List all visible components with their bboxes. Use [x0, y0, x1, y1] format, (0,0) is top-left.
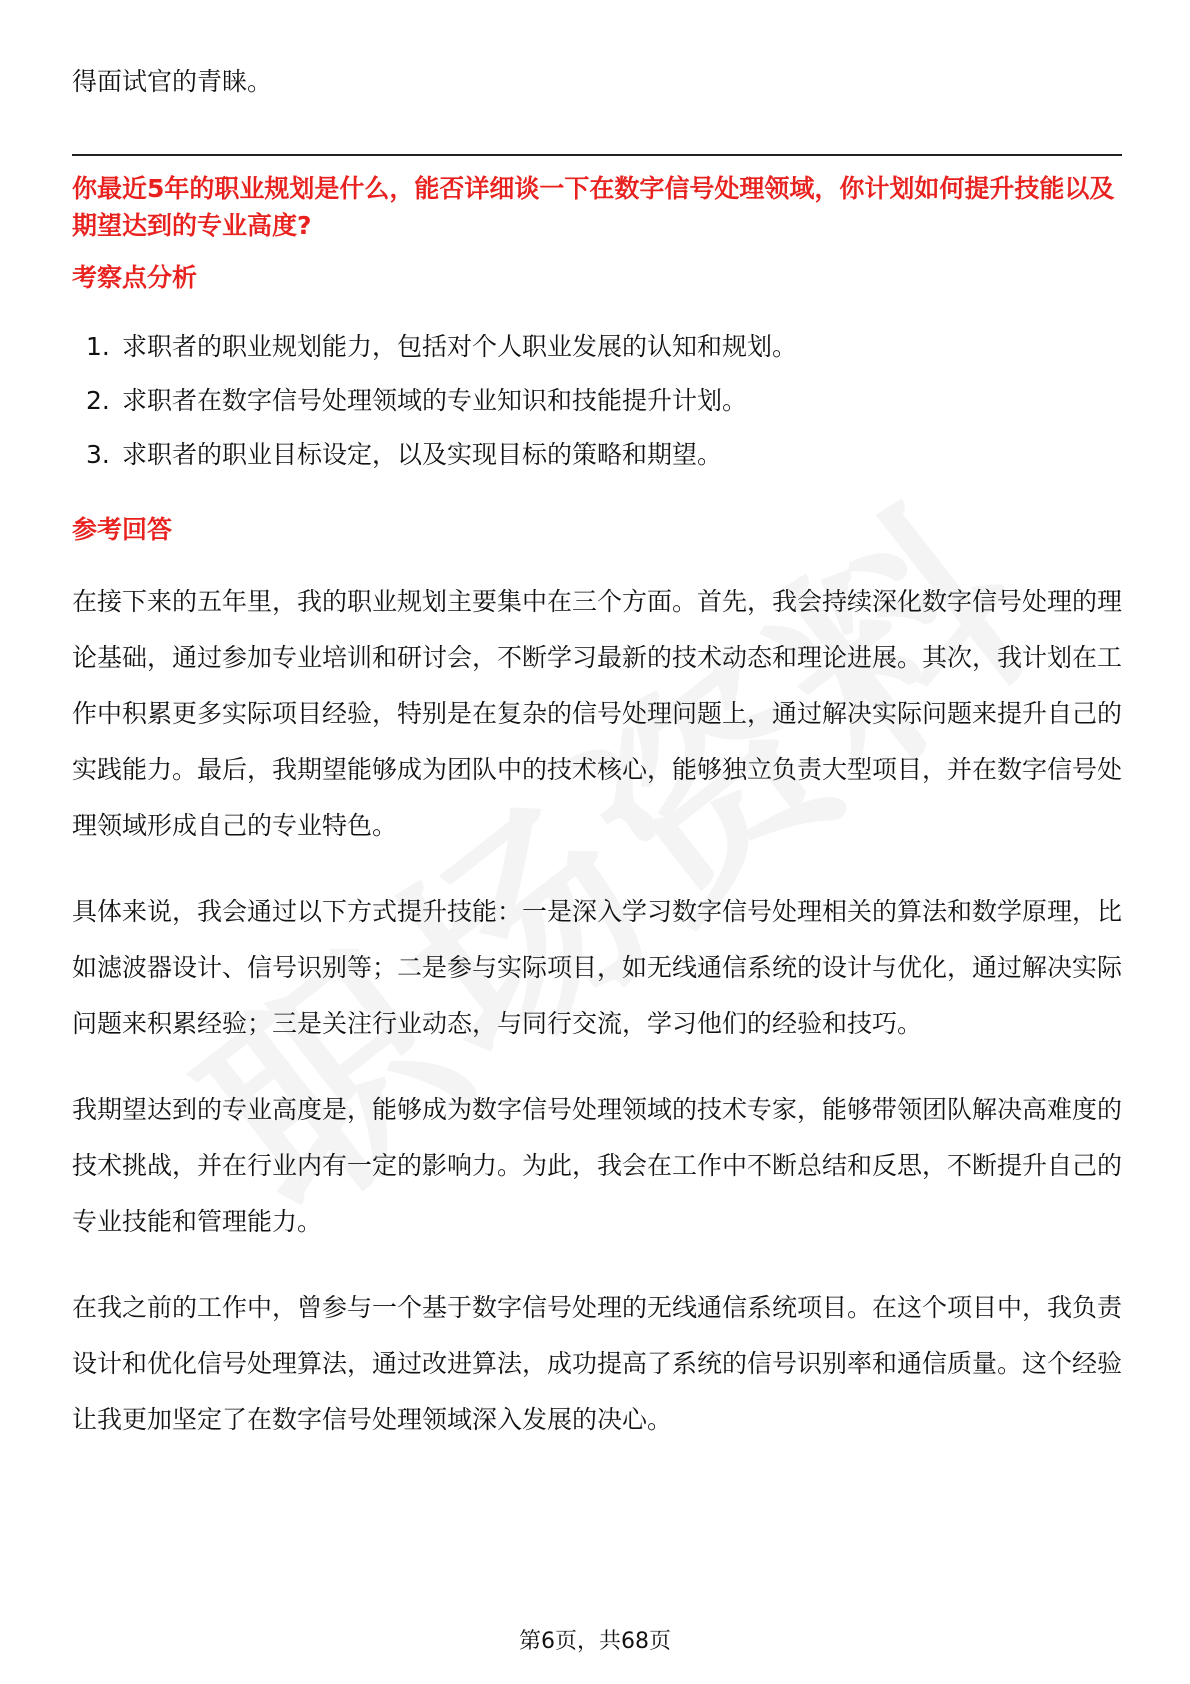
section-divider: [72, 154, 1122, 156]
answer-paragraph: 具体来说，我会通过以下方式提升技能：一是深入学习数字信号处理相关的算法和数学原理，比如滤波器设计、信号识别等；二是参与实际项目，如无线通信系统的设计与优化，通过解决实际问题来积累经验；三是关注行业动态，与同行交流，学习他们的经验和技巧。: [72, 897, 1123, 1038]
analysis-title: 考察点分析: [72, 263, 198, 292]
page-content: [72, 54, 1122, 1448]
answer-paragraph: 在我之前的工作中，曾参与一个基于数字信号处理的无线通信系统项目。在这个项目中，我负责设计和优化信号处理算法，通过改进算法，成功提高了系统的信号识别率和通信质量。这个经验让我更加坚定了在数字信号处理领域深入发展的决心。: [72, 1293, 1123, 1434]
page-number-footer: 第6页，共68页: [519, 1629, 671, 1654]
answer-paragraph: 在接下来的五年里，我的职业规划主要集中在三个方面。首先，我会持续深化数字信号处理的理论基础，通过参加专业培训和研讨会，不断学习最新的技术动态和理论进展。其次，我计划在工作中积累更多实际项目经验，特别是在复杂的信号处理问题上，通过解决实际问题来提升自己的实践能力。最后，我期望能够成为团队中的技术核心，能够独立负责大型项目，并在数字信号处理领域形成自己的专业特色。: [72, 587, 1123, 840]
answer-body: [72, 574, 1122, 1448]
answer-title: 参考回答: [72, 515, 173, 544]
question-heading: 你最近5年的职业规划是什么，能否详细谈一下在数字信号处理领域，你计划如何提升技能以及期望达到的专业高度?: [72, 174, 1115, 240]
point-text: 求职者的职业规划能力，包括对个人职业发展的认知和规划。: [122, 332, 798, 361]
analysis-point: [72, 428, 1122, 482]
analysis-points: [72, 320, 1122, 482]
intro-continuation: 得面试官的青睐。: [72, 67, 273, 96]
point-text: 求职者在数字信号处理领域的专业知识和技能提升计划。: [122, 386, 748, 415]
point-number: 2.: [86, 386, 110, 415]
analysis-point: [72, 320, 1122, 374]
point-number: 1.: [86, 332, 110, 361]
answer-paragraph: 我期望达到的专业高度是，能够成为数字信号处理领域的技术专家，能够带领团队解决高难度的技术挑战，并在行业内有一定的影响力。为此，我会在工作中不断总结和反思，不断提升自己的专业技能和管理能力。: [72, 1095, 1123, 1236]
analysis-point: [72, 374, 1122, 428]
point-number: 3.: [86, 440, 110, 469]
point-text: 求职者的职业目标设定，以及实现目标的策略和期望。: [122, 440, 723, 469]
